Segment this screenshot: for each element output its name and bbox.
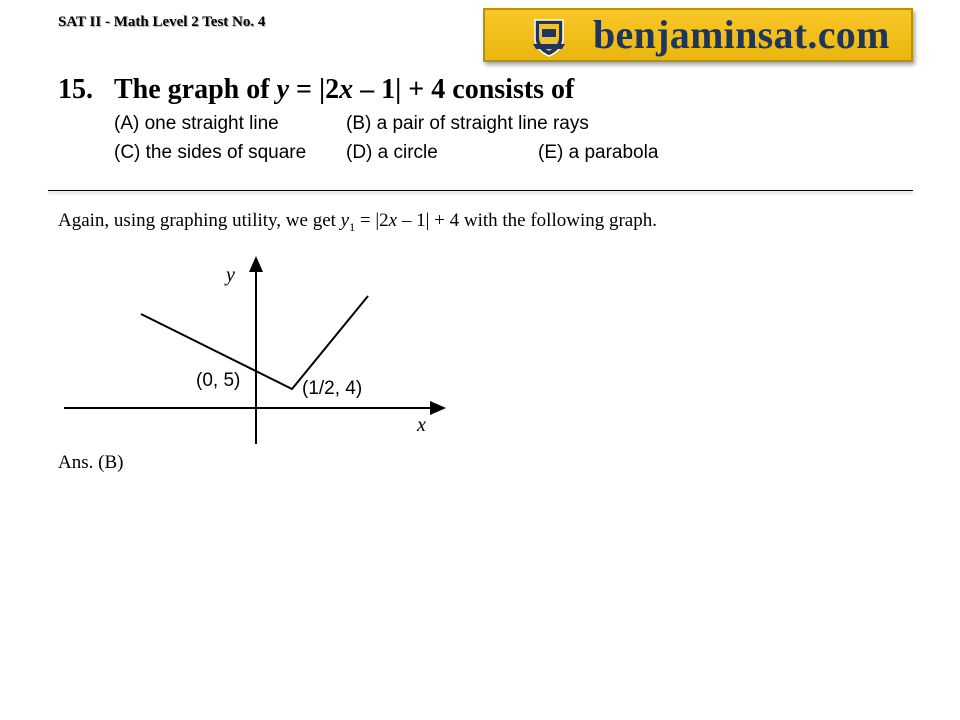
y-axis-arrow [249, 256, 263, 272]
choice-d: (D) a circle [346, 142, 438, 163]
intercept-label: (0, 5) [196, 370, 241, 391]
logo-text: benjaminsat.com [593, 12, 890, 57]
choice-b: (B) a pair of straight line rays [346, 113, 589, 134]
answer-text: Ans. (B) [58, 452, 124, 473]
choice-c: (C) the sides of square [114, 142, 307, 163]
test-title: SAT II - Math Level 2 Test No. 4 [58, 14, 266, 30]
x-axis-arrow [430, 401, 446, 415]
choice-e: (E) a parabola [538, 142, 659, 163]
question-number: 15. [58, 74, 93, 105]
vertex-label: (1/2, 4) [302, 378, 363, 399]
graph-rays [141, 296, 368, 389]
y-axis-label: y [226, 264, 235, 286]
question-stem: The graph of y = |2x – 1| + 4 consists of [114, 74, 575, 105]
explanation-text: Again, using graphing utility, we get $y_1 = |2x - 1| + 4$ with the following graph. [58, 210, 657, 234]
choice-a: (A) one straight line [114, 113, 279, 134]
x-axis-label: x [417, 414, 426, 436]
